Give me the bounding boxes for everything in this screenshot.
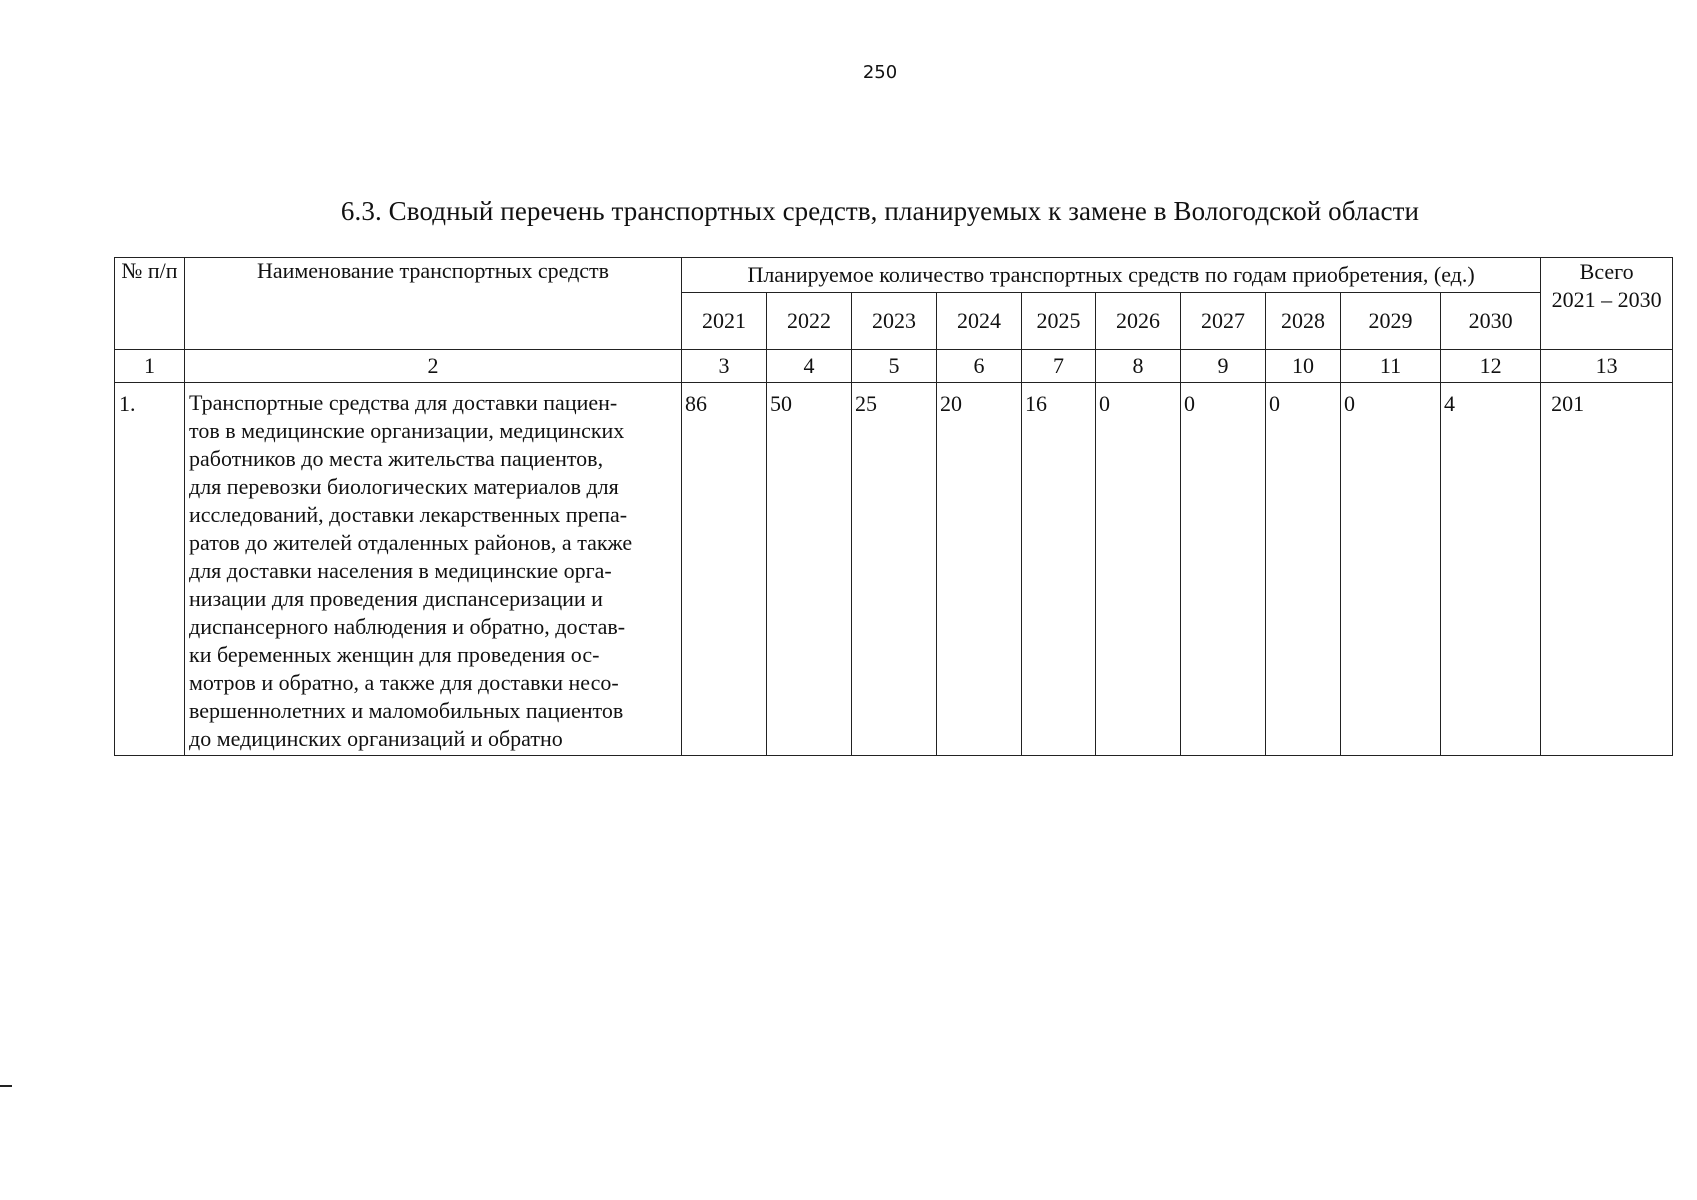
column-number: 12 [1441,350,1541,383]
column-number: 10 [1266,350,1341,383]
column-number: 2 [185,350,682,383]
value-2028: 0 [1266,383,1341,756]
column-number: 7 [1022,350,1096,383]
value-2024: 20 [937,383,1022,756]
header-year-2028: 2028 [1266,293,1341,350]
column-number: 3 [682,350,767,383]
column-number: 8 [1096,350,1181,383]
column-number: 9 [1181,350,1266,383]
description-line: для перевозки биологических материалов для [189,474,619,499]
column-number: 1 [115,350,185,383]
header-total [1541,258,1673,350]
header-year-2027: 2027 [1181,293,1266,350]
description-line: работников до места жительства пациентов, [189,446,604,471]
header-year-2026: 2026 [1096,293,1181,350]
header-year-2030: 2030 [1441,293,1541,350]
header-total-label: Всего [1579,259,1634,284]
column-number: 6 [937,350,1022,383]
header-year-2024: 2024 [937,293,1022,350]
header-year-2022: 2022 [767,293,852,350]
header-name: Наименование транспортных средств [185,258,682,350]
description-line: мотров и обратно, а также для доставки несо- [189,670,619,695]
header-year-2029: 2029 [1341,293,1441,350]
row-total: 201 [1541,383,1673,756]
description-line: Транспортные средства для доставки пациен- [189,390,618,415]
description-line: ки беременных женщин для проведения ос- [189,642,600,667]
header-total-range: 2021 – 2030 [1551,287,1662,312]
description-line: до медицинских организаций и обратно [189,726,563,751]
value-2022: 50 [767,383,852,756]
description-line: исследований, доставки лекарственных препа- [189,502,628,527]
margin-mark [0,1085,12,1087]
header-year-2025: 2025 [1022,293,1096,350]
document-title: 6.3. Сводный перечень транспортных средств, планируемых к замене в Вологодской области [340,196,1420,226]
value-2023: 25 [852,383,937,756]
column-number: 5 [852,350,937,383]
description-line: тов в медицинские организации, медицинских [189,418,625,443]
value-2021: 86 [682,383,767,756]
vehicle-description [185,383,682,756]
description-line: для доставки населения в медицинские орга- [189,558,612,583]
description-line: диспансерного наблюдения и обратно, достав- [189,614,626,639]
page-number: 250 [862,62,898,83]
header-no: № п/п [115,258,185,350]
header-year-2023: 2023 [852,293,937,350]
value-2029: 0 [1341,383,1441,756]
vehicles-table [114,257,1673,756]
value-2030: 4 [1441,383,1541,756]
table-row [115,383,1673,756]
header-planned: Планируемое количество транспортных средств по годам приобретения, (ед.) [682,258,1541,293]
column-number: 4 [767,350,852,383]
column-number: 11 [1341,350,1441,383]
description-line: вершеннолетних и маломобильных пациентов [189,698,624,723]
value-2027: 0 [1181,383,1266,756]
header-year-2021: 2021 [682,293,767,350]
column-number: 13 [1541,350,1673,383]
row-number: 1. [115,383,185,756]
description-line: низации для проведения диспансеризации и [189,586,603,611]
column-number-row [115,350,1673,383]
value-2025: 16 [1022,383,1096,756]
description-line: ратов до жителей отдаленных районов, а также [189,530,633,555]
value-2026: 0 [1096,383,1181,756]
